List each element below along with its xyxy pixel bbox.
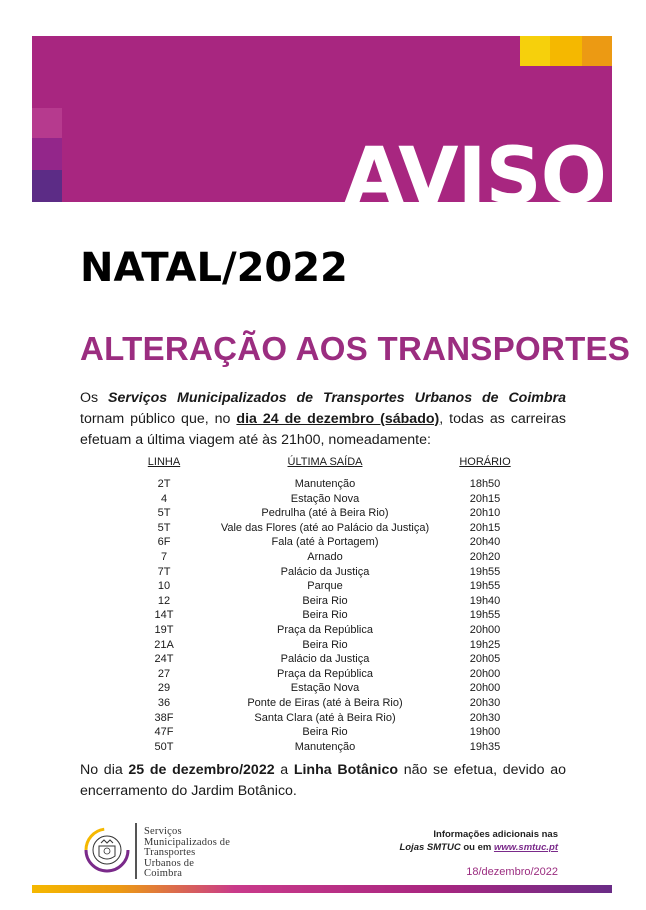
line-cell: 7T — [157, 565, 171, 578]
table-row — [114, 623, 534, 638]
additional-info: Informações adicionais nas Lojas SMTUC ou em www.smtuc.pt — [399, 829, 558, 853]
departure-cell: Manutenção — [294, 740, 356, 753]
line-cell: 6F — [157, 536, 171, 549]
line-cell: 7 — [160, 550, 168, 563]
time-cell: 19h00 — [469, 726, 501, 739]
line-cell: 47F — [154, 726, 174, 739]
table-row — [114, 638, 534, 653]
line-cell: 38F — [154, 711, 174, 724]
time-cell: 20h40 — [469, 536, 501, 549]
smtuc-emblem-icon — [84, 827, 130, 873]
table-header — [114, 455, 534, 471]
table-row — [114, 492, 534, 507]
departure-cell: Beira Rio — [302, 638, 348, 651]
time-cell: 19h40 — [469, 594, 501, 607]
time-cell: 20h15 — [469, 521, 501, 534]
aviso-title: AVISO — [344, 132, 606, 222]
header-time: HORÁRIO — [459, 456, 511, 468]
time-cell: 20h30 — [469, 696, 501, 709]
table-row — [114, 667, 534, 682]
table-row — [114, 521, 534, 536]
departure-cell: Vale das Flores (até ao Palácio da Justiça) — [220, 521, 430, 534]
departure-cell: Parque — [307, 580, 343, 593]
line-cell: 4 — [160, 492, 168, 505]
time-cell: 18h50 — [469, 478, 501, 490]
line-cell: 10 — [157, 580, 171, 593]
line-cell: 21A — [154, 638, 174, 651]
line-cell: 36 — [157, 696, 171, 709]
time-cell: 20h30 — [469, 711, 501, 724]
table-row — [114, 608, 534, 623]
departure-cell: Arnado — [307, 550, 343, 563]
time-cell: 19h55 — [469, 565, 501, 578]
intro-paragraph: Os Serviços Municipalizados de Transportes Urbanos de Coimbra tornam público que, no dia 24 de dezembro (sábado), todas as carreiras efetuam a última viagem até às 21h00, nomeadamente: — [80, 390, 566, 448]
line-cell: 5T — [157, 521, 171, 534]
departure-cell: Estação Nova — [290, 492, 360, 505]
time-cell: 20h00 — [469, 667, 501, 680]
time-cell: 20h00 — [469, 623, 501, 636]
table-row — [114, 535, 534, 550]
closing-date: 25 de dezembro/2022 — [128, 762, 275, 778]
line-cell: 2T — [157, 478, 171, 490]
bottom-color-strip — [32, 885, 612, 893]
time-cell: 20h05 — [469, 653, 501, 666]
departure-cell: Beira Rio — [302, 609, 348, 622]
time-cell: 19h35 — [469, 740, 501, 753]
departure-cell: Santa Clara (até à Beira Rio) — [254, 711, 396, 724]
table-row — [114, 740, 534, 755]
departure-cell: Estação Nova — [290, 682, 360, 695]
table-row — [114, 550, 534, 565]
header-departure: ÚLTIMA SAÍDA — [287, 456, 363, 468]
departure-cell: Praça da República — [276, 667, 373, 680]
time-cell: 20h00 — [469, 682, 501, 695]
time-cell: 19h25 — [469, 638, 501, 651]
highlight-date: dia 24 de dezembro (sábado) — [236, 411, 440, 427]
departure-cell: Beira Rio — [302, 726, 348, 739]
aviso-banner — [32, 36, 612, 222]
departure-cell: Manutenção — [294, 478, 356, 490]
departure-cell: Fala (até à Portagem) — [271, 536, 379, 549]
time-cell: 20h15 — [469, 492, 501, 505]
table-row — [114, 711, 534, 726]
table-row — [114, 506, 534, 521]
departure-cell: Pedrulha (até à Beira Rio) — [261, 507, 389, 520]
organization-name: Serviços Municipalizados de Transportes Urbanos de Coimbra — [108, 390, 566, 406]
publication-date: 18/dezembro/2022 — [466, 866, 558, 878]
departure-cell: Praça da República — [276, 623, 373, 636]
banner-amber-square — [550, 36, 582, 66]
departure-cell: Palácio da Justiça — [280, 565, 370, 578]
logo-text: Serviços Municipalizados de Transportes Urbanos de Coimbra — [144, 826, 231, 880]
table-row — [114, 725, 534, 740]
table-row — [114, 594, 534, 609]
schedule-table — [114, 455, 534, 754]
departure-cell: Ponte de Eiras (até à Beira Rio) — [247, 696, 403, 709]
closing-line: Linha Botânico — [293, 762, 399, 778]
website-link[interactable]: www.smtuc.pt — [493, 842, 558, 853]
table-row — [114, 652, 534, 667]
line-cell: 27 — [157, 667, 171, 680]
line-cell: 14T — [154, 609, 174, 622]
header-line: LINHA — [147, 456, 181, 468]
banner-violet-square — [32, 138, 62, 170]
line-cell: 5T — [157, 507, 171, 520]
time-cell: 20h20 — [469, 550, 501, 563]
logo-divider — [135, 823, 137, 879]
line-cell: 29 — [157, 682, 171, 695]
table-row — [114, 696, 534, 711]
time-cell: 19h55 — [469, 580, 501, 593]
line-cell: 19T — [154, 623, 174, 636]
closing-paragraph: No dia 25 de dezembro/2022 a Linha Botânico não se efetua, devido ao encerramento do Jardim Botânico. — [80, 762, 567, 799]
table-row — [114, 681, 534, 696]
table-row — [114, 477, 534, 492]
smtuc-logo — [84, 823, 234, 880]
banner-orange-square — [582, 36, 612, 66]
line-cell: 24T — [154, 653, 174, 666]
banner-pink-square — [32, 108, 62, 138]
time-cell: 19h55 — [469, 609, 501, 622]
departure-cell: Palácio da Justiça — [280, 653, 370, 666]
table-row — [114, 579, 534, 594]
departure-cell: Beira Rio — [302, 594, 348, 607]
line-cell: 50T — [154, 740, 174, 753]
time-cell: 20h10 — [469, 507, 501, 520]
banner-yellow-square — [520, 36, 550, 66]
page-title: NATAL/2022 — [80, 245, 348, 291]
page-subtitle: ALTERAÇÃO AOS TRANSPORTES — [80, 330, 631, 367]
line-cell: 12 — [157, 594, 171, 607]
banner-purple-square — [32, 170, 62, 202]
table-row — [114, 565, 534, 580]
